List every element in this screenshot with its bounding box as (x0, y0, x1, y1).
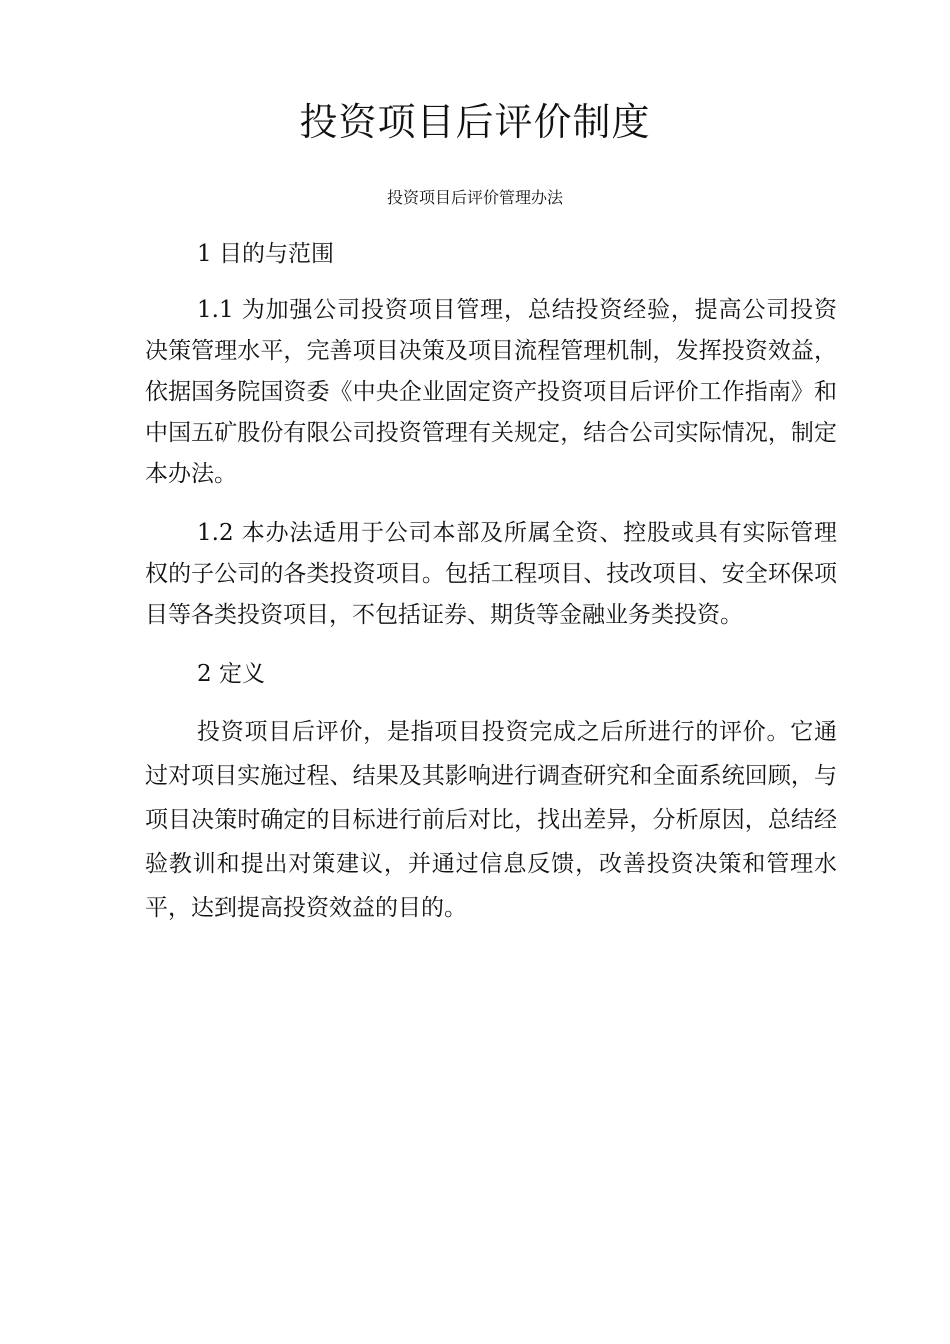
paragraph-1-2: 1.2 本办法适用于公司本部及所属全资、控股或具有实际管理权的子公司的各类投资项目。包括工程项目、技改项目、安全环保项目等各类投资项目，不包括证券、期货等金融业务类投资。 (145, 520, 837, 628)
document-title: 投资项目后评价制度 (299, 100, 651, 144)
document-body (145, 234, 837, 948)
section-heading-purpose-scope: 1 目的与范围 (197, 241, 334, 267)
document-subtitle: 投资项目后评价管理办法 (386, 188, 563, 207)
paragraph-definition: 投资项目后评价，是指项目投资完成之后所进行的评价。它通过对项目实施过程、结果及其影响进行调查研究和全面系统回顾，与项目决策时确定的目标进行前后对比，找出差异，分析原因，总结经验教训和提出对策建议，并通过信息反馈，改善投资决策和管理水平，达到提高投资效益的目的。 (145, 719, 837, 921)
paragraph-1-1: 1.1 为加强公司投资项目管理，总结投资经验，提高公司投资决策管理水平，完善项目决策及项目流程管理机制，发挥投资效益，依据国务院国资委《中央企业固定资产投资项目后评价工作指南》和中国五矿股份有限公司投资管理有关规定，结合公司实际情况，制定本办法。 (145, 297, 837, 487)
section-heading-definition: 2 定义 (197, 661, 265, 687)
